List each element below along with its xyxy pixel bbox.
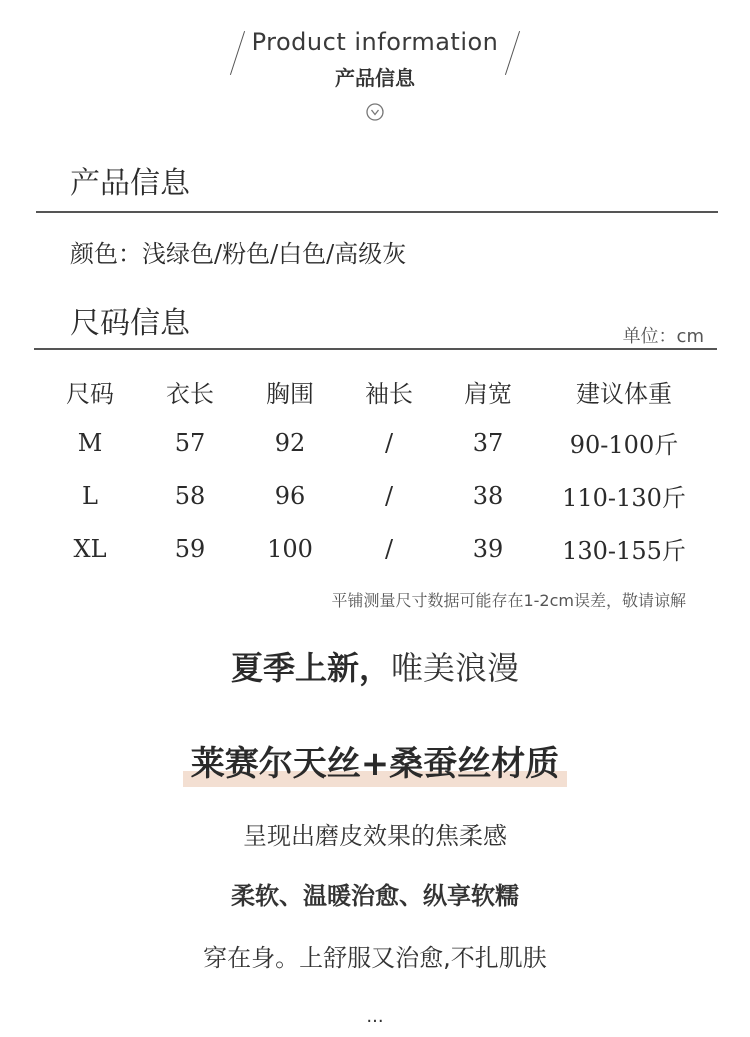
table-cell: M [77, 428, 103, 457]
header-weight: 建议体重 [576, 379, 672, 408]
table-cell: 92 [274, 428, 306, 457]
table-cell: 130-155斤 [562, 537, 686, 565]
size-table-header-row [40, 366, 710, 416]
table-cell: 57 [174, 428, 206, 457]
table-cell: / [384, 481, 394, 510]
ellipsis-text: ... [366, 1006, 384, 1027]
table-cell: / [384, 428, 394, 457]
unit-label: 单位：cm [622, 326, 704, 347]
header-length: 衣长 [166, 379, 214, 408]
feature-line-2: 柔软、温暖治愈、纵享软糯 [231, 882, 519, 910]
color-options-text: 颜色：浅绿色/粉色/白色/高级灰 [70, 240, 407, 268]
size-info-divider [34, 348, 717, 350]
feature-line-1: 呈现出磨皮效果的焦柔感 [243, 822, 507, 850]
measurement-disclaimer: 平铺测量尺寸数据可能存在1-2cm误差，敬请谅解 [331, 591, 686, 610]
table-cell: XL [73, 534, 107, 563]
product-info-title: 产品信息 [70, 166, 190, 201]
header-bust: 胸围 [266, 379, 314, 408]
material-text: 莱赛尔天丝+桑蚕丝材质 [190, 744, 560, 784]
header-shoulder: 肩宽 [464, 379, 512, 408]
table-cell: 90-100斤 [569, 431, 679, 459]
table-cell: 100 [267, 534, 313, 563]
header-title-cn: 产品信息 [335, 66, 415, 90]
table-row [40, 469, 710, 522]
size-table [40, 366, 710, 575]
promo-headline-bold: 夏季上新， [230, 649, 391, 687]
table-cell: 37 [472, 428, 504, 457]
table-cell: 58 [174, 481, 206, 510]
table-cell: 38 [472, 481, 504, 510]
table-cell: L [82, 481, 98, 510]
header-size: 尺码 [66, 379, 114, 408]
header-title-en: Product information [251, 28, 499, 56]
promo-headline-rest: 唯美浪漫 [391, 649, 520, 687]
header-sleeve: 袖长 [365, 379, 413, 408]
table-cell: 59 [174, 534, 206, 563]
size-info-title: 尺码信息 [70, 306, 190, 341]
promo-headline [0, 643, 750, 689]
table-cell: 96 [274, 481, 306, 510]
table-cell: 39 [472, 534, 504, 563]
table-cell: / [384, 534, 394, 563]
table-row [40, 522, 710, 575]
material-heading [183, 736, 568, 785]
chevron-down-circle-icon [365, 102, 385, 122]
feature-line-3: 穿在身。上舒服又治愈,不扎肌肤 [203, 944, 547, 972]
table-row [40, 416, 710, 469]
product-info-divider [36, 211, 718, 213]
material-heading-wrap [0, 736, 750, 785]
table-cell: 110-130斤 [562, 484, 686, 512]
